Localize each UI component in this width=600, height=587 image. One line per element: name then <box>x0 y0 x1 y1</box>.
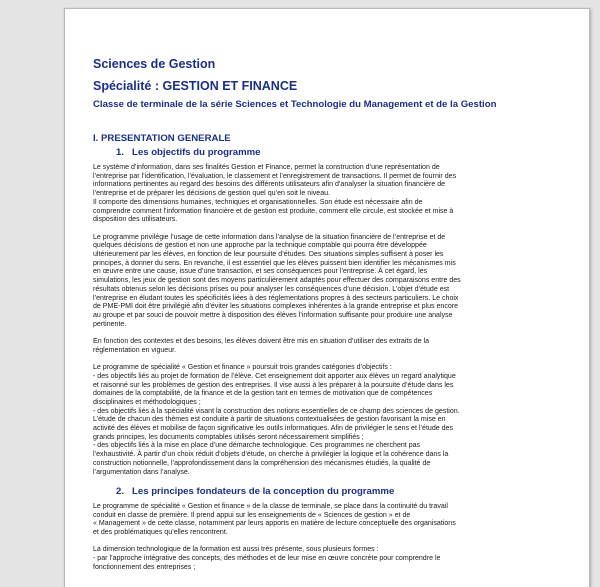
text-line: En fonction des contextes et des besoins, les élèves doivent être mis en situation d’utiliser des extraits de la <box>93 338 430 346</box>
text-line: Le système d’information, dans ses finalités Gestion et Finance, permet la construction d’une représentation de <box>93 164 440 171</box>
text-line: et raisonné sur les problèmes de gestion des entreprises. Il vise aussi à les préparer à la poursuite d’étude dans les <box>93 381 454 389</box>
text-line: conduit en classe de première. Il prend appui sur les enseignements de « Sciences de gestion » et de <box>93 511 411 519</box>
subsection-title: Les objectifs du programme <box>132 147 261 158</box>
text-line: disciplinaires et méthodologiques ; <box>93 398 201 406</box>
subsection-number: 2. <box>116 485 125 497</box>
text-line: La dimension technologique de la formation est aussi très présente, sous plusieurs formes : <box>93 546 379 554</box>
text-line: en œuvre entre une cause, issue d’une transaction, et ses conséquences pour l’entreprise. À cet égard, les <box>93 268 428 276</box>
text-line: Le programme privilégie l’usage de cette information dans l’analyse de la situation financière de l’entreprise et de <box>93 233 446 241</box>
paragraph-5 <box>93 503 545 538</box>
text-line: domaines de la comptabilité, de la finance et de la gestion tant en termes de motivation que de compétences <box>93 390 433 398</box>
section-heading: I. PRESENTATION GENERALE <box>93 133 231 144</box>
subsection-heading-principles <box>116 486 545 497</box>
page-content <box>93 57 545 581</box>
text-line: Le programme de spécialité « Gestion et finance » de la classe de terminale, se place dans la continuité du travail <box>93 502 448 510</box>
text-line: - par l’approche intégrative des concepts, des méthodes et de leur mise en œuvre concrète pour comprendre le <box>93 555 441 563</box>
paragraph-4 <box>93 364 545 477</box>
paragraph-3 <box>93 338 545 355</box>
text-line: - des objectifs liés au projet de formation de l’élève. Cet enseignement doit apporter aux élèves un regard analytique <box>93 372 456 380</box>
text-line: - des objectifs liés à la spécialité visant la construction des notions essentielles de ce champ des sciences de gestion. <box>93 407 460 415</box>
document-title: Sciences de Gestion <box>93 57 216 71</box>
paragraph-1 <box>93 164 545 225</box>
paragraph-6 <box>93 546 545 572</box>
text-line: construction notionnelle, l’approfondissement dans la compréhension des mécanismes étudiés, la qualité de <box>93 459 431 467</box>
text-line: réglementation en vigueur. <box>93 346 177 354</box>
text-line: l’entreprise en éludant toutes les spécificités liées à des réglementations propres à des secteurs particuliers. Le choix <box>93 294 459 302</box>
document-page <box>64 8 590 587</box>
text-line: l’entreprise et de préparer les décisions de gestion quel qu’en soit le niveau. <box>93 190 330 198</box>
text-line: - des objectifs liés à la mise en place d’une démarche technologique. Ces programmes ne cherchent pas <box>93 442 421 450</box>
text-line: Il comporte des dimensions humaines, techniques et organisationnelles. Son étude est nécessaire afin de <box>93 198 423 206</box>
text-line: disposition des utilisateurs. <box>93 216 178 224</box>
text-line: quelques décisions de gestion et non une approche par la technique comptable qui pourra être développée <box>93 242 427 250</box>
text-line: activité des élèves et mobilise de façon significative les outils informatiques. Afin de privilégier le sens et l’étude des <box>93 425 453 433</box>
document-class: Classe de terminale de la série Sciences et Technologie du Management et de la Gestion <box>93 99 497 110</box>
subsection-title: Les principes fondateurs de la conception du programme <box>132 485 395 497</box>
text-line: l’argumentation dans l’analyse. <box>93 468 190 476</box>
text-line: « Management » de cette classe, notamment par leurs apports en matière de lecture conceptuelle des organisations <box>93 520 456 528</box>
text-line: L’étude de chacun des thèmes est conduite à partir de situations contextualisées de gestion favorisant la mise en <box>93 416 446 424</box>
text-line: l’exhaustivité. À partir d’un choix réduit d’objets d’étude, on cherche à privilégier la logique et la cohérence dans la <box>93 451 449 459</box>
text-line: comprendre comment l’information financière et de gestion est produite, comment elle circule, est stockée et mise à <box>93 207 454 215</box>
document-speciality: Spécialité : GESTION ET FINANCE <box>93 79 298 93</box>
text-line: de PME-PMI doit être privilégié afin d’éviter les situations complexes inhérentes à la grande entreprise et plus encore <box>93 303 459 311</box>
text-line: l’entreprise par l’identification, l’évaluation, le classement et l’enregistrement de transactions. Il permet de fournir des <box>93 172 457 180</box>
text-line: grands principes, les documents comptables utilisés seront nécessairement simplifiés ; <box>93 433 364 441</box>
text-line: résultats obtenus selon les décisions prises ou pour analyser les conséquences d’une décision. L’objet d’étude est <box>93 285 450 293</box>
subsection-number: 1. <box>116 147 125 158</box>
paragraph-2 <box>93 234 545 330</box>
text-line: Le programme de spécialité « Gestion et finance » poursuit trois grandes catégories d’objectifs : <box>93 364 392 372</box>
text-line: ultérieurement par les élèves, en fonction de leur poursuite d’études. Des situations simples suffisent à poser les <box>93 251 444 259</box>
text-line: et des problématiques qu’elles rencontrent. <box>93 529 228 537</box>
subsection-heading-objectives <box>116 147 545 158</box>
text-line: principes, à donner du sens. En revanche, il est essentiel que les élèves puissent bien identifier les mécanismes mis <box>93 259 456 267</box>
text-line: pertinente. <box>93 320 127 328</box>
text-line: fonctionnement des entreprises ; <box>93 563 196 571</box>
text-line: informations pertinentes au regard des besoins des différents utilisateurs afin d’analyser la situation financière de <box>93 181 446 189</box>
text-line: simulations, les jeux de gestion sont des moyens particulièrement adaptés pour effectuer des comparaisons entre des <box>93 277 461 285</box>
text-line: au groupe et par souci de pouvoir mettre à disposition des élèves l’information suffisante pour produire une analyse <box>93 311 453 319</box>
